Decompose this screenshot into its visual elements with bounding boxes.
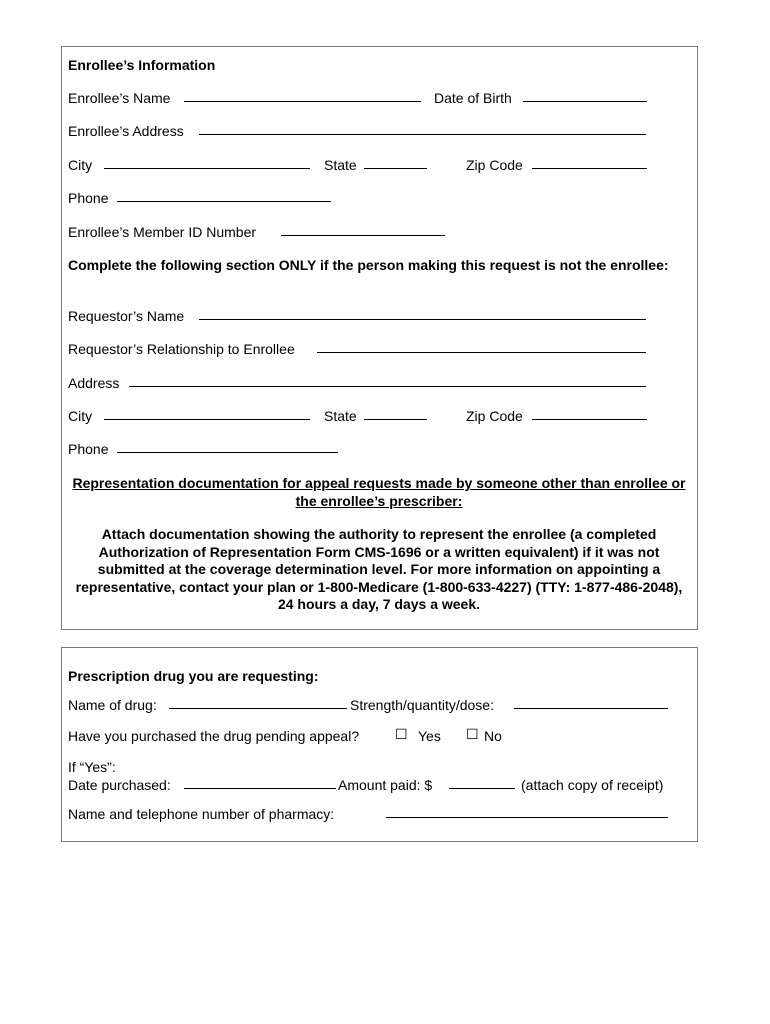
requestor-zip-label: Zip Code xyxy=(466,408,523,424)
enrollee-state-label: State xyxy=(324,157,357,173)
purchased-question: Have you purchased the drug pending appeal? xyxy=(68,728,360,744)
requestor-relationship-label: Requestor’s Relationship to Enrollee xyxy=(68,341,295,357)
strength-label: Strength/quantity/dose: xyxy=(350,697,494,713)
prescription-heading: Prescription drug you are requesting: xyxy=(68,668,319,684)
if-yes-label: If “Yes”: xyxy=(68,759,116,775)
enrollee-zip-label: Zip Code xyxy=(466,157,523,173)
requestor-name-label: Requestor’s Name xyxy=(68,308,185,324)
drug-name-field[interactable] xyxy=(169,708,347,709)
strength-field[interactable] xyxy=(514,708,668,709)
requestor-instruction: Complete the following section ONLY if the person making this request is not the enrollee: xyxy=(68,257,669,273)
enrollee-state-field[interactable] xyxy=(364,168,427,169)
requestor-address-field[interactable] xyxy=(129,386,646,387)
dob-label: Date of Birth xyxy=(434,90,512,106)
requestor-zip-field[interactable] xyxy=(532,419,647,420)
requestor-state-field[interactable] xyxy=(364,419,427,420)
requestor-city-label: City xyxy=(68,408,93,424)
requestor-phone-field[interactable] xyxy=(117,452,338,453)
requestor-phone-label: Phone xyxy=(68,441,109,457)
enrollee-zip-field[interactable] xyxy=(532,168,647,169)
requestor-address-label: Address xyxy=(68,375,120,391)
no-label: No xyxy=(484,728,502,744)
yes-label: Yes xyxy=(418,728,441,744)
pharmacy-label: Name and telephone number of pharmacy: xyxy=(68,806,335,822)
date-purchased-field[interactable] xyxy=(184,788,336,789)
representation-body: Attach documentation showing the authority to represent the enrollee (a completed Authorization of Representation Form CMS-1696 or a written equivalent) if it was not submitted at the coverage determination level. For more information on appointing a representative, contact your plan or 1-800-Medicare (1-800-633-4227) (TTY: 1-877-486-2048), 24 hours a day, 7 days a week. xyxy=(75,526,683,612)
receipt-note: (attach copy of receipt) xyxy=(521,777,664,793)
dob-field[interactable] xyxy=(523,101,647,102)
yes-checkbox[interactable]: ☐ xyxy=(395,727,408,743)
requestor-relationship-field[interactable] xyxy=(317,352,646,353)
no-checkbox[interactable]: ☐ xyxy=(466,727,479,743)
amount-paid-field[interactable] xyxy=(449,788,515,789)
enrollee-name-field[interactable] xyxy=(184,101,421,102)
requestor-city-field[interactable] xyxy=(104,419,310,420)
enrollee-city-label: City xyxy=(68,157,93,173)
drug-name-label: Name of drug: xyxy=(68,697,157,713)
member-id-field[interactable] xyxy=(281,235,445,236)
member-id-label: Enrollee’s Member ID Number xyxy=(68,224,257,240)
date-purchased-label: Date purchased: xyxy=(68,777,171,793)
enrollee-address-field[interactable] xyxy=(199,134,646,135)
requestor-state-label: State xyxy=(324,408,357,424)
enrollee-phone-label: Phone xyxy=(68,190,109,206)
enrollee-address-label: Enrollee’s Address xyxy=(68,123,184,139)
enrollee-phone-field[interactable] xyxy=(117,201,331,202)
pharmacy-field[interactable] xyxy=(386,817,668,818)
requestor-name-field[interactable] xyxy=(199,319,646,320)
enrollee-name-label: Enrollee’s Name xyxy=(68,90,171,106)
representation-heading: Representation documentation for appeal requests made by someone other than enrollee or the enrollee’s prescriber: xyxy=(72,475,686,509)
amount-paid-label: Amount paid: $ xyxy=(338,777,433,793)
enrollee-heading: Enrollee’s Information xyxy=(68,57,216,73)
enrollee-city-field[interactable] xyxy=(104,168,310,169)
